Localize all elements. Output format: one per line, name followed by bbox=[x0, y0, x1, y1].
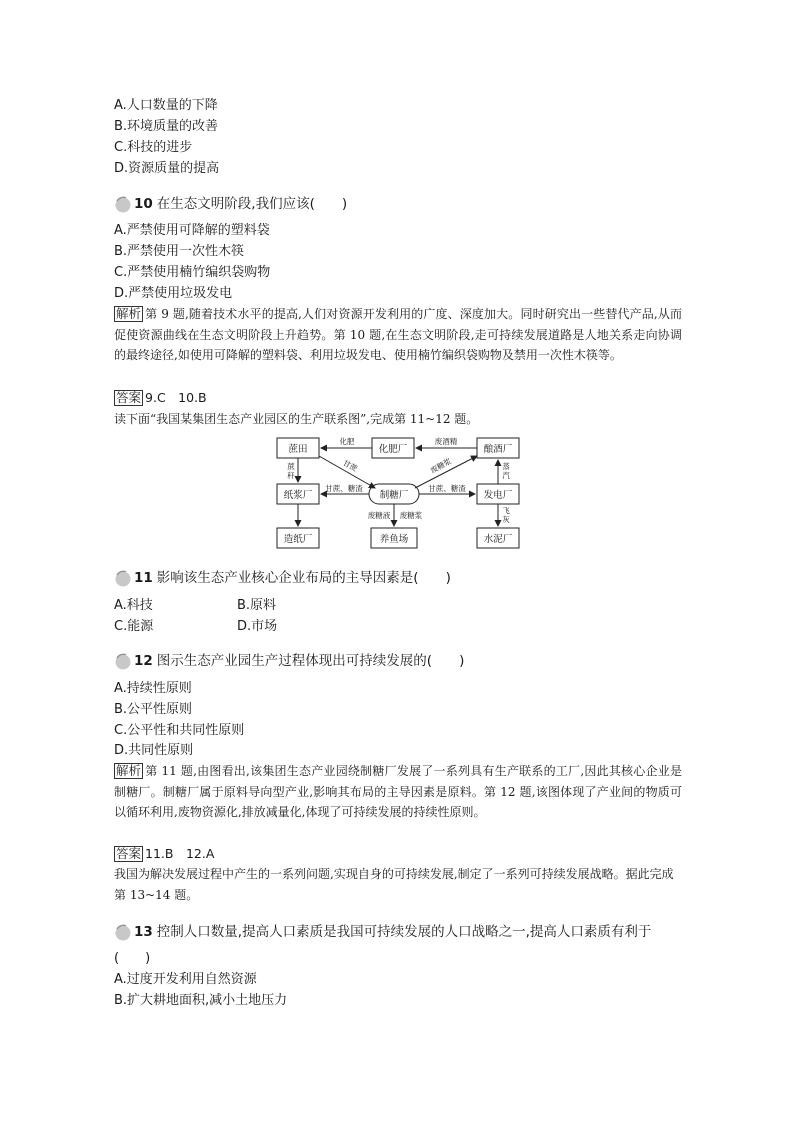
q13-paren: ( ) bbox=[114, 951, 151, 966]
label-cement-plant: 水泥厂 bbox=[483, 534, 513, 545]
label-paper-mill: 造纸厂 bbox=[283, 534, 313, 545]
answer-text: 9.C 10.B bbox=[145, 390, 207, 405]
explanation-tag: 解析 bbox=[116, 763, 142, 778]
flow-bagasse-residue-right: 甘蔗、糖渣 bbox=[428, 484, 466, 493]
label-power-plant: 发电厂 bbox=[483, 490, 513, 501]
flow-fertilizer: 化肥 bbox=[339, 437, 355, 446]
eco-industrial-park-diagram bbox=[265, 432, 529, 550]
q11-option-c: C.能源 bbox=[114, 619, 154, 634]
answer-11-12 bbox=[114, 845, 214, 863]
explanation-9-10 bbox=[114, 304, 682, 366]
flow-steam-1: 蒸 bbox=[502, 462, 510, 471]
question-marker-icon bbox=[114, 923, 132, 941]
intro-13-14: 我国为解决发展过程中产生的一系列问题,实现自身的可持续发展,制定了一系列可持续发展战略。据此完成第 13~14 题。 bbox=[114, 867, 674, 902]
q12-option-c: C.公平性和共同性原则 bbox=[114, 723, 245, 738]
question-marker-icon bbox=[114, 195, 132, 213]
q11-number: 11 bbox=[134, 570, 153, 586]
q13-stem-line bbox=[114, 922, 651, 942]
flow-fly-ash-2: 灰 bbox=[502, 515, 510, 524]
explanation-11-12 bbox=[114, 761, 682, 823]
q11-option-a: A.科技 bbox=[114, 598, 153, 613]
answer-text: 11.B 12.A bbox=[145, 846, 215, 861]
q12-number: 12 bbox=[134, 653, 153, 669]
q12-option-b: B.公平性原则 bbox=[114, 702, 193, 717]
flow-steam-2: 汽 bbox=[502, 471, 510, 480]
figure-intro: 读下面“我国某集团生态产业园区的生产联系图”,完成第 11~12 题。 bbox=[114, 412, 479, 426]
label-brewery: 酿酒厂 bbox=[483, 444, 513, 455]
q13-number: 13 bbox=[134, 924, 153, 940]
q13-stem: 控制人口数量,提高人口素质是我国可持续发展的人口战略之一,提高人口素质有利于 bbox=[156, 924, 652, 940]
label-fish-farm: 养鱼场 bbox=[379, 534, 409, 545]
q13-option-a: A.过度开发利用自然资源 bbox=[114, 972, 257, 987]
question-marker-icon bbox=[114, 569, 132, 587]
q11-option-d: D.市场 bbox=[237, 619, 278, 634]
explanation-tag: 解析 bbox=[116, 306, 142, 321]
answer-tag: 答案 bbox=[116, 390, 142, 405]
q12-option-d: D.共同性原则 bbox=[114, 743, 194, 758]
answer-9-10 bbox=[114, 389, 207, 407]
q12-option-a: A.持续性原则 bbox=[114, 681, 192, 696]
q11-stem: 影响该生态产业核心企业布局的主导因素是( ) bbox=[156, 570, 451, 586]
q13-option-b: B.扩大耕地面积,减小土地压力 bbox=[114, 993, 288, 1008]
q11-stem-line bbox=[114, 568, 451, 588]
explanation-text: 第 11 题,由图看出,该集团生态产业园绕制糖厂发展了一系列具有生产联系的工厂,因此其核心企业是制糖厂。制糖厂属于原料导向型产业,影响其布局的主导因素是原料。第 12 题,该图体现了产业间的物质可以循环利用,废物资源化,排放减量化,体现了可持续发展的持续性原则。 bbox=[114, 764, 682, 819]
q10-option-d: D.严禁使用垃圾发电 bbox=[114, 286, 233, 301]
q10-number: 10 bbox=[134, 196, 153, 212]
q10-stem-line bbox=[114, 194, 347, 214]
q12-stem: 图示生态产业园生产过程体现出可持续发展的( ) bbox=[156, 653, 465, 669]
q9-option-d: D.资源质量的提高 bbox=[114, 161, 220, 176]
label-sugarcane-field: 蔗田 bbox=[288, 444, 308, 455]
q12-stem-line bbox=[114, 651, 464, 671]
label-fertilizer-plant: 化肥厂 bbox=[378, 444, 408, 455]
q10-option-a: A.严禁使用可降解的塑料袋 bbox=[114, 223, 270, 238]
flow-bagasse-residue-left: 甘蔗、糖渣 bbox=[325, 484, 363, 493]
q11-option-b: B.原料 bbox=[237, 598, 277, 613]
flow-waste-molasses-2: 废糖浆 bbox=[399, 511, 423, 520]
question-marker-icon bbox=[114, 652, 132, 670]
flow-cane: 甘蔗 bbox=[341, 458, 359, 474]
explanation-text: 第 9 题,随着技术水平的提高,人们对资源开发利用的广度、深度加大。同时研究出一些替代产品,从而促使资源曲线在生态文明阶段上升趋势。第 10 题,在生态文明阶段,走可持续发展道路是人地关系走向协调的最终途径,如使用可降解的塑料袋、利用垃圾发电、使用楠竹编织袋购物及禁用一次性木筷等。 bbox=[114, 307, 682, 362]
flow-waste-alcohol: 废酒精 bbox=[434, 437, 458, 446]
flow-fly-ash-1: 飞 bbox=[502, 506, 510, 515]
flow-waste-liquid: 废糖液 bbox=[367, 511, 391, 520]
q9-option-a: A.人口数量的下降 bbox=[114, 98, 218, 113]
q10-option-c: C.严禁使用楠竹编织袋购物 bbox=[114, 265, 271, 280]
q10-stem: 在生态文明阶段,我们应该( ) bbox=[156, 196, 348, 212]
label-sugar-mill: 制糖厂 bbox=[379, 490, 409, 501]
flow-waste-molasses: 废糖浆 bbox=[428, 456, 453, 476]
flow-bagasse-1: 蔗 bbox=[287, 462, 295, 471]
q9-option-b: B.环境质量的改善 bbox=[114, 119, 219, 134]
q9-option-c: C.科技的进步 bbox=[114, 140, 193, 155]
answer-tag: 答案 bbox=[116, 846, 142, 861]
label-pulp-mill: 纸浆厂 bbox=[283, 490, 313, 501]
q10-option-b: B.严禁使用一次性木筷 bbox=[114, 244, 245, 259]
flow-bagasse-2: 秆 bbox=[287, 471, 295, 480]
